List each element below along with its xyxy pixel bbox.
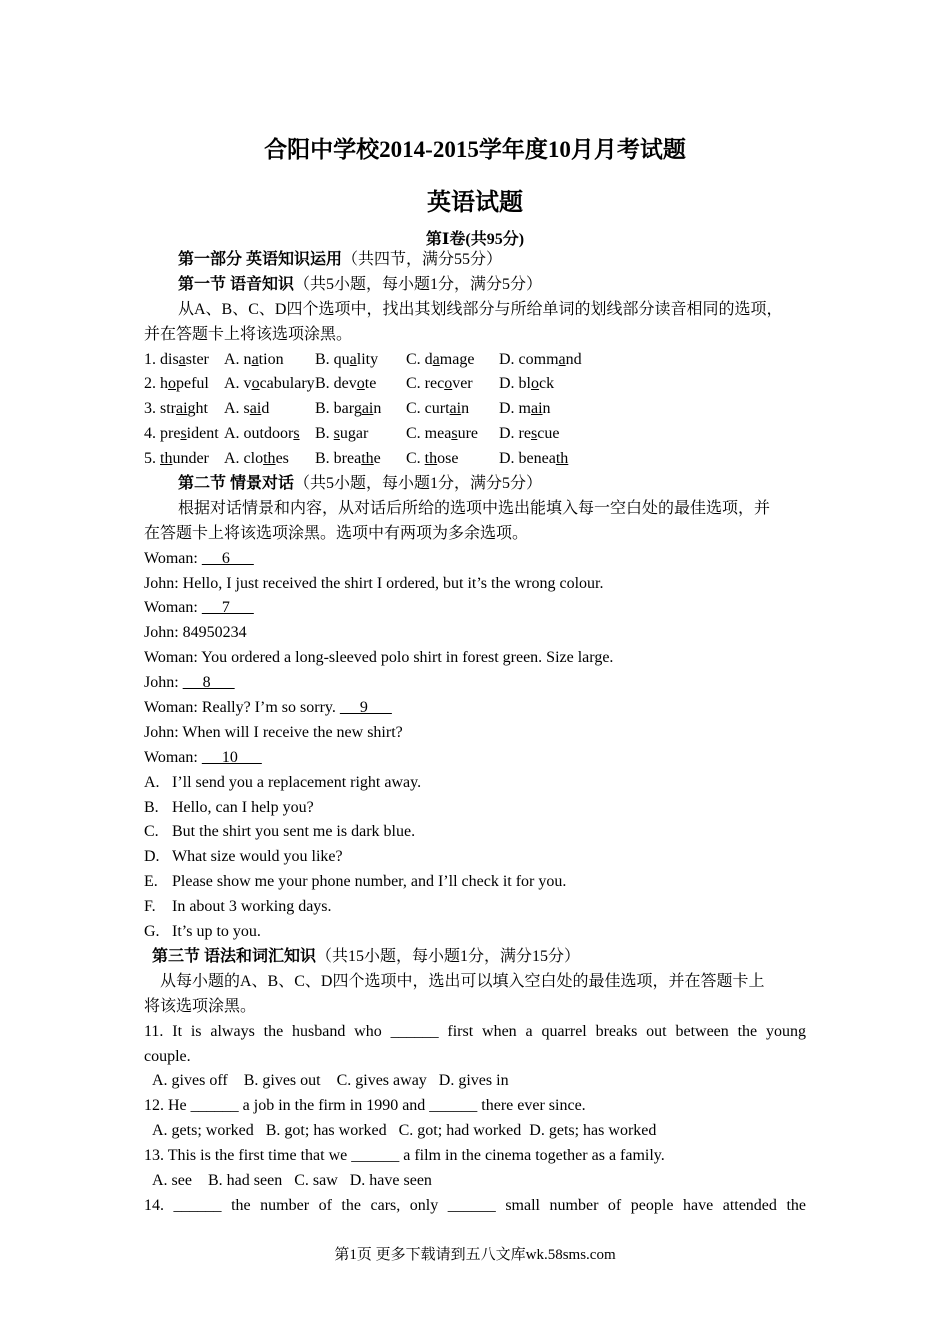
volume-heading: 第Ⅰ卷(共95分) (425, 231, 525, 248)
dialogue-line (144, 746, 806, 771)
question-12-options: A. gets; worked B. got; has worked C. got; had worked D. gets; has worked (152, 1122, 657, 1140)
section3-instruction-cont: 将该选项涂黑。 (144, 997, 257, 1015)
speaker: John: (144, 723, 183, 741)
phonetics-option: A. said (224, 400, 270, 418)
phonetics-item (144, 397, 806, 422)
speaker: John: (144, 574, 183, 592)
dialogue-line: John: 84950234 (144, 624, 247, 642)
exam-title: 合阳中学校2014-2015学年度10月月考试题 (264, 137, 686, 162)
dialogue-line (144, 671, 806, 696)
phonetics-option: C. measure (406, 425, 478, 443)
exam-subtitle: 英语试题 (427, 190, 523, 216)
page-footer: 第1页 更多下载请到五八文库wk.58sms.com (334, 1247, 616, 1263)
dialogue-line (144, 547, 806, 572)
dialogue-line (144, 596, 806, 621)
phonetics-questions (144, 348, 806, 472)
phonetics-option: D. rescue (499, 425, 560, 443)
section3-heading: 第三节 语法和词汇知识（共15小题，每小题1分，满分15分） (152, 947, 581, 965)
section2-instruction: 根据对话情景和内容，从对话后所给的选项中选出能填入每一空白处的最佳选项，并 (178, 499, 771, 517)
speaker: John: (144, 624, 183, 642)
question-13: 13. This is the first time that we ______ a film in the cinema together as a family. (144, 1147, 665, 1165)
answer-blank: 7 (201, 599, 254, 617)
dialogue-options (144, 771, 806, 945)
phonetics-option: D. block (499, 375, 555, 393)
phonetics-option: B. sugar (315, 425, 369, 443)
phonetics-option: A. clothes (224, 450, 289, 468)
part1-heading: 第一部分 英语知识运用（共四节，满分55分） (178, 251, 503, 268)
speaker: Woman: (144, 748, 202, 766)
phonetics-option: C. curtain (406, 400, 470, 418)
phonetics-item (144, 372, 806, 397)
dialogue-option: A. I’ll send you a replacement right away. (144, 773, 422, 791)
question-11: 11. It is always the husband who ______ first when a quarrel breaks out between the young (144, 1022, 806, 1040)
phonetics-option: C. those (406, 450, 459, 468)
dialogue-line: Woman: Really? I’m so sorry. 9 (144, 699, 392, 717)
question-11-options: A. gives off B. gives out C. gives away D. gives in (152, 1072, 509, 1090)
speaker: Woman: (144, 599, 202, 617)
dialogue-option: G. It’s up to you. (144, 923, 261, 941)
exam-body (144, 248, 806, 1219)
answer-blank: 9 (339, 699, 392, 717)
speaker: John: (144, 674, 183, 692)
phonetics-word: 3. straight (144, 400, 208, 418)
section1-instruction-cont: 并在答题卡上将该选项涂黑。 (144, 325, 353, 343)
phonetics-option: D. beneath (499, 450, 569, 468)
phonetics-item (144, 348, 806, 373)
phonetics-option: A. vocabulary (224, 375, 315, 393)
dialogue-option: C. But the shirt you sent me is dark blue. (144, 823, 416, 841)
dialogue-line: Woman: You ordered a long-sleeved polo shirt in forest green. Size large. (144, 649, 614, 667)
speaker: Woman: (144, 699, 202, 717)
phonetics-item (144, 422, 806, 447)
question-12: 12. He ______ a job in the firm in 1990 and ______ there ever since. (144, 1097, 586, 1115)
dialogue-option: E. Please show me your phone number, and I’ll check it for you. (144, 873, 567, 891)
question-13-options: A. see B. had seen C. saw D. have seen (152, 1171, 432, 1189)
phonetics-word: 1. disaster (144, 350, 209, 368)
phonetics-word: 2. hopeful (144, 375, 209, 393)
dialogue-line: John: Hello, I just received the shirt I ordered, but it’s the wrong colour. (144, 574, 604, 592)
phonetics-option: C. damage (406, 350, 475, 368)
phonetics-word: 5. thunder (144, 450, 209, 468)
phonetics-option: B. quality (315, 350, 379, 368)
phonetics-item (144, 447, 806, 472)
dialogue-option: F. In about 3 working days. (144, 898, 332, 916)
phonetics-option: B. devote (315, 375, 377, 393)
dialogue-line: John: When will I receive the new shirt? (144, 723, 403, 741)
dialogue-option: B. Hello, can I help you? (144, 798, 314, 816)
speaker: Woman: (144, 649, 202, 667)
phonetics-option: D. command (499, 350, 582, 368)
phonetics-option: A. outdoors (224, 425, 300, 443)
section2-instruction-cont: 在答题卡上将该选项涂黑。选项中有两项为多余选项。 (144, 524, 529, 542)
section1-heading: 第一节 语音知识（共5小题，每小题1分，满分5分） (178, 275, 543, 293)
phonetics-word: 4. president (144, 425, 219, 443)
section2-heading: 第二节 情景对话（共5小题，每小题1分，满分5分） (178, 475, 543, 493)
question-11-cont: couple. (144, 1047, 191, 1065)
phonetics-option: D. main (499, 400, 551, 418)
section1-instruction: 从A、B、C、D四个选项中，找出其划线部分与所给单词的划线部分读音相同的选项， (178, 300, 783, 318)
phonetics-option: A. nation (224, 350, 284, 368)
section3-instruction: 从每小题的A、B、C、D四个选项中，选出可以填入空白处的最佳选项，并在答题卡上 (160, 972, 765, 990)
phonetics-option: B. bargain (315, 400, 382, 418)
dialogue-option: D. What size would you like? (144, 848, 343, 866)
phonetics-option: B. breathe (315, 450, 381, 468)
dialogue (144, 547, 806, 771)
answer-blank: 10 (201, 748, 262, 766)
answer-blank: 8 (182, 674, 235, 692)
question-14: 14. ______ the number of the cars, only ______ small number of people have attended the (144, 1196, 806, 1214)
speaker: Woman: (144, 549, 202, 567)
answer-blank: 6 (201, 549, 254, 567)
phonetics-option: C. recover (406, 375, 473, 393)
